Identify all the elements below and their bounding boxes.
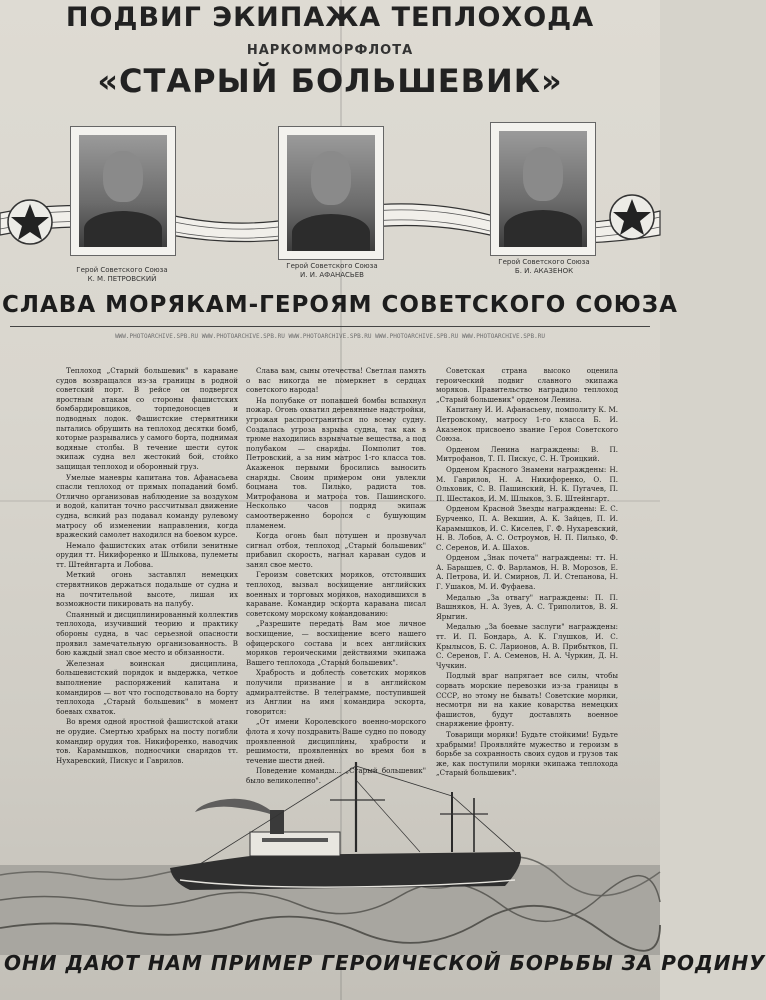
paragraph: На полубаке от попавшей бомбы вспыхнул пожар. Огонь охватил деревянные надстройки, угрожая распространиться по всему судну. Создалась угроза взрыва судна, так как в трюме находились взрывчатые вещества, а под полубаком — снаряды. Помполит тов. Петровский, а за ним матрос 1-го класса тов. Акаженок первыми бросились выносить снаряды. Своим примером они увлекли боцмана тов. Пилько, радиста тов. Митрофанова и матроса тов. Пашинского. Несколько часов подряд экипаж самоотверженно боролся с бушующим пламенем.	[246, 395, 426, 530]
paragraph: Спаянный и дисциплинированный коллектив теплохода, изучивший теорию и практику обороны судна, в час серьезной опасности проявил замечательную организованность. В бою каждый знал свое место и обязанности.	[56, 609, 238, 658]
caption-name: К. М. ПЕТРОВСКИЙ	[87, 275, 157, 283]
paragraph: Подлый враг напрягает все силы, чтобы сорвать морские перевозки из-за границы в СССР, но этому не бывать! Советские моряки, несмотря ни на какие коварства немецких фашистов, будут доставлять военное снаряжение фронту.	[436, 671, 618, 729]
paragraph: Слава вам, сыны отечества! Светлая память о вас никогда не померкнет в сердцах советского народа!	[246, 366, 426, 395]
caption-role: Герой Советского Союза	[498, 258, 590, 266]
ship-superstructure	[250, 832, 340, 856]
poster-title: ПОДВИГ ЭКИПАЖА ТЕПЛОХОДА	[65, 2, 595, 33]
star-left-icon	[6, 198, 54, 246]
caption-name: Б. И. АКАЗЕНОК	[514, 267, 574, 275]
paragraph: Медалью „За боевые заслуги" награждены: тт. И. П. Бондарь, А. К. Глушков, И. С. Крылысов, Б. С. Ларионов, А. В. Прибытков, П. С. Серенов, Г. А. Семенов, Н. А. Чуркин, Д. Н. Чучкин.	[436, 622, 618, 670]
paragraph: Поведение команды... „Старый большевик" было великолепно".	[246, 766, 426, 785]
portrait-petrovsky	[70, 126, 176, 256]
paragraph: Немало фашистских атак отбили зенитные орудия тт. Никифоренко и Шлыкова, пулеметы тт. Штейнгарта и Лобова.	[56, 540, 238, 569]
caption-akazenok	[482, 258, 606, 276]
caption-role: Герой Советского Союза	[286, 262, 378, 270]
paragraph: Героизм советских моряков, отстоявших теплоход, вызвал восхищение английских военных и торговых моряков, находившихся в караване. Командир эскорта каравана писал советскому морскому командованию:	[246, 570, 426, 618]
star-right-icon	[608, 193, 656, 241]
article-column-1	[56, 366, 238, 766]
portrait-akazenok	[490, 122, 596, 256]
paragraph: „Разрешите передать Вам мое личное восхищение, — восхищение всего нашего офицерского состава и всех английских моряков героическими действиями экипажа Вашего теплохода „Старый большевик".	[246, 619, 426, 667]
divider	[10, 326, 650, 327]
bottom-slogan: ОНИ ДАЮТ НАМ ПРИМЕР ГЕРОИЧЕСКОЙ БОРЬБЫ ЗА РОДИНУ	[4, 951, 766, 975]
paragraph: Во время одной яростной фашистской атаки не орудие. Смертью храбрых на посту погибли командир орудия тов. Никифоренко, наводчик тов. Карамышков, подносчики снарядов тт. Нухаревский, Пискус и Гаврилов.	[56, 717, 238, 765]
caption-petrovsky	[60, 266, 184, 284]
ship-name-title: «СТАРЫЙ БОЛЬШЕВИК»	[97, 62, 563, 100]
ship-illustration	[0, 740, 660, 955]
paragraph: Меткий огонь заставлял немецких стервятников держаться подальше от судна и на почтительной высоте, лишая их возможности пикировать на палубу.	[56, 570, 238, 609]
article-column-3	[436, 366, 618, 779]
paragraph: „От имени Королевского военно-морского флота я хочу поздравить Ваше судно по поводу проявленной дисциплины, храбрости и решимости, проявленных во время боя в течение шести дней.	[246, 717, 426, 765]
paragraph: Медалью „За отвагу" награждены: П. П. Вашняков, Н. А. Зуев, А. С. Триполитов, В. Я. Ярыгин.	[436, 592, 618, 621]
poster-subtitle: НАРКОММОРФЛОТА	[246, 43, 414, 58]
heroes-slogan: СЛАВА МОРЯКАМ-ГЕРОЯМ СОВЕТСКОГО СОЮЗА	[2, 292, 678, 318]
watermark-text: WWW.PHOTOARCHIVE.SPB.RU WWW.PHOTOARCHIVE.SPB.RU WWW.PHOTOARCHIVE.SPB.RU WWW.PHOTOARCHIVE.SPB.RU WWW.PHOTOARCHIVE.SPB.RU	[115, 333, 545, 340]
paragraph: Теплоход „Старый большевик" в караване судов возвращался из-за границы в родной советский порт. В рейсе он подвергся яростным атакам со стороны фашистских бомбардировщиков, торпедоносцев и подводных лодок. Фашистские стервятники пытались обрушить на теплоход десятки бомб, которые разрывались у самого борта, поднимая водяные столбы. В течение шести суток экипаж судна вел жестокий бой, стойко защищая теплоход и оборонный груз.	[56, 366, 238, 471]
paragraph: Железная воинская дисциплина, большевистский порядок и выдержка, четкое выполнение распоряжений капитана и командиров — вот что господствовало на борту теплохода „Старый большевик" в момент боевых схваток.	[56, 658, 238, 716]
paragraph: Капитану И. И. Афанасьеву, помполиту К. М. Петровскому, матросу 1-го класса Б. И. Аказенок присвоено звание Героя Советского Союза.	[436, 405, 618, 444]
paragraph: Орденом Ленина награждены: В. П. Митрофанов, Т. П. Пискус, С. Н. Троицкий.	[436, 444, 618, 464]
paragraph: Советская страна высоко оценила героический подвиг славного экипажа моряков. Правительство наградило теплоход „Старый большевик" орденом Ленина.	[436, 366, 618, 404]
paragraph: Орденом Красного Знамени награждены: Н. М. Гаврилов, Н. А. Никифоренко, О. П. Ольховик, С. В. Пашинский, Н. К. Пугачев, П. П. Шестаков, И. М. Шлыков, З. Б. Штейнгарт.	[436, 464, 618, 503]
ship-funnel	[270, 810, 284, 834]
caption-name: И. И. АФАНАСЬЕВ	[300, 271, 364, 279]
paragraph: Орденом Красной Звезды награждены: Е. С. Бурченко, П. А. Векшин, А. К. Зайцев, П. И. Карамышков, И. С. Киселев, Г. Ф. Нухаревский, Н. В. Лобов, А. С. Остроумов, Н. П. Пилько, Ф. С. Серенов, И. А. Шахов.	[436, 504, 618, 552]
paragraph: Храбрость и доблесть советских моряков получили признание и в английском адмиралтействе. В телеграмме, поступившей из Англии на имя командира эскорта, говорится:	[246, 668, 426, 716]
paragraph: Когда огонь был потушен и прозвучал сигнал отбоя, теплоход „Старый большевик" прибавил скорость, нагнал караван судов и занял свое место.	[246, 531, 426, 569]
article-column-2	[246, 366, 426, 787]
paragraph: Орденом „Знак почета" награждены: тт. Н. А. Барышев, С. Ф. Варламов, Н. В. Морозов, Е. А. Петрова, И. И. Смирнов, Л. И. Степанова, Н. Г. Ушаков, М. И. Фуфаева.	[436, 553, 618, 592]
caption-afanasyev	[270, 262, 394, 280]
caption-role: Герой Советского Союза	[76, 266, 168, 274]
paragraph: Умелые маневры капитана тов. Афанасьева спасли теплоход от прямых попаданий бомб. Отлично организовав наблюдение за воздухом и водой, капитан точно рассчитывал движение судна, всякий раз подавал команду рулевому матросу об изменении направления, когда вражеский самолет находился на боевом курсе.	[56, 472, 238, 540]
portrait-afanasyev	[278, 126, 384, 260]
paragraph: Товарищи моряки! Будьте стойкими! Будьте храбрыми! Проявляйте мужество и героизм в борьбе за сохранность своих судов и грузов так же, как поступили моряки экипажа теплохода „Старый большевик".	[436, 729, 618, 778]
